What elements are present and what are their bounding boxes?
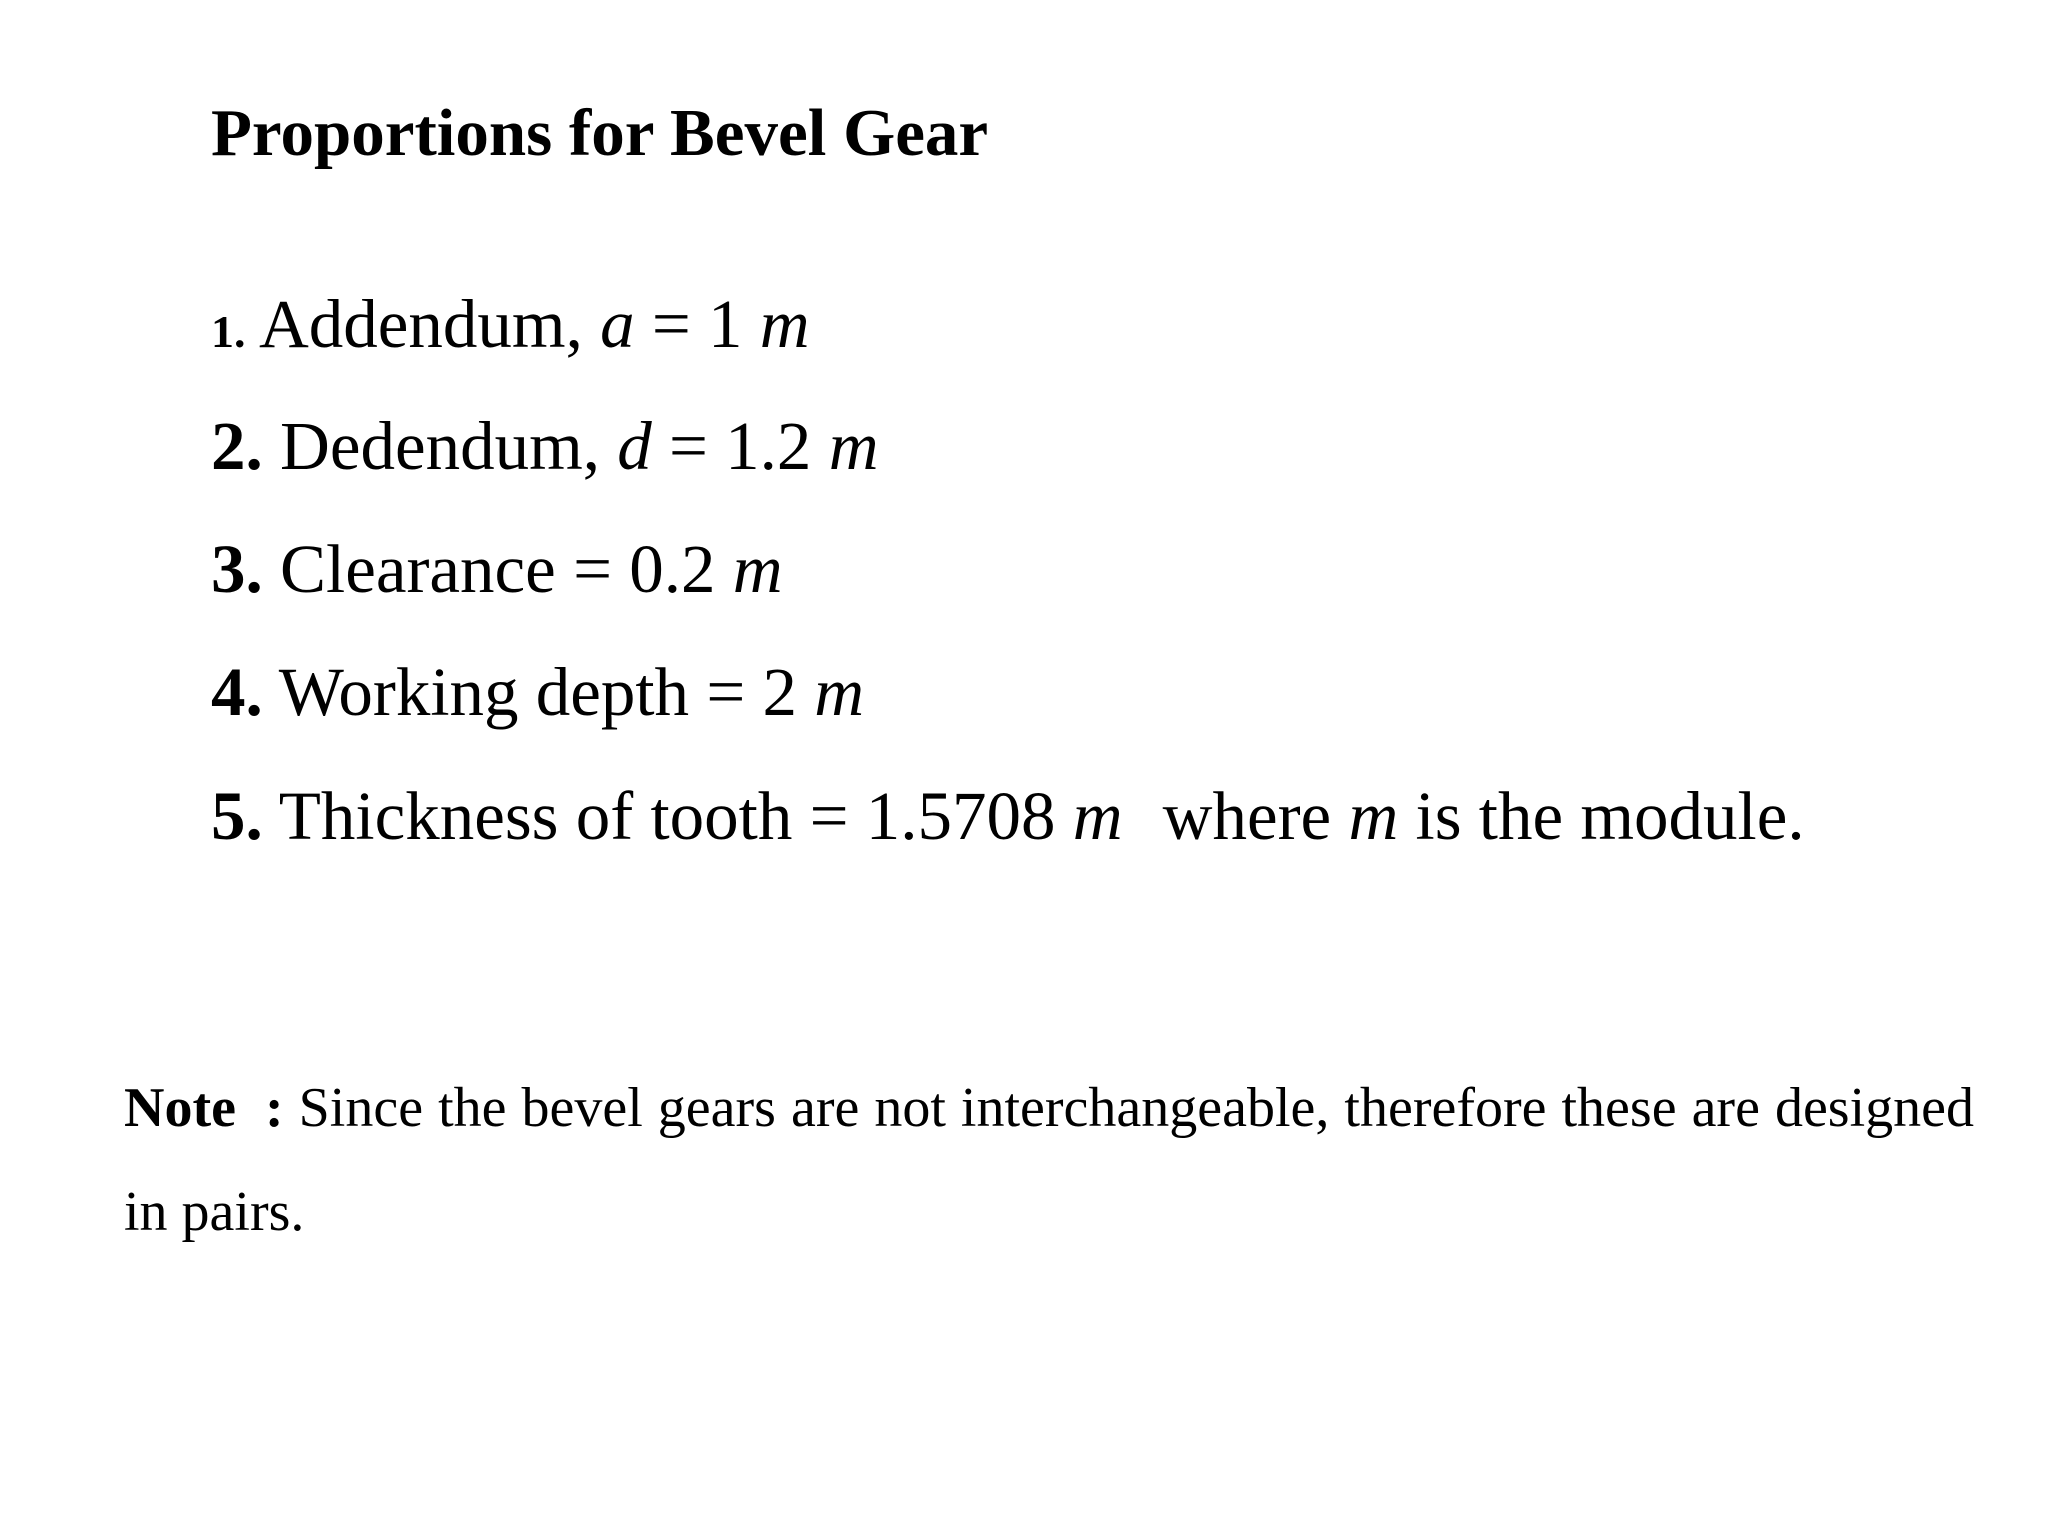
note-paragraph xyxy=(124,1056,1974,1264)
note-text: Since the bevel gears are not interchangeable, therefore these are designed in pairs. xyxy=(124,1077,1975,1243)
list-item-dedendum xyxy=(211,408,879,484)
item-unit: m xyxy=(732,531,783,607)
slide-title: Proportions for Bevel Gear xyxy=(211,96,989,170)
item-unit: m xyxy=(1072,778,1123,854)
item-symbol: d xyxy=(617,408,652,484)
list-item-tooth-thickness xyxy=(211,778,1805,854)
item-unit: m xyxy=(759,286,810,362)
list-item-addendum xyxy=(211,286,810,362)
item-label: Clearance xyxy=(280,531,556,607)
item-label: Working depth xyxy=(278,654,690,730)
list-item-working-depth xyxy=(211,654,865,730)
item-value: = 2 xyxy=(706,654,797,730)
list-item-clearance xyxy=(211,531,783,607)
item-value: = 1.2 xyxy=(669,408,812,484)
where-prefix: where xyxy=(1162,778,1332,854)
note-label: Note : xyxy=(124,1077,284,1139)
where-symbol: m xyxy=(1348,778,1399,854)
item-label: Addendum, xyxy=(258,286,583,362)
item-label: Thickness of tooth xyxy=(278,778,793,854)
item-number: 5. xyxy=(211,778,263,854)
where-suffix: is the module. xyxy=(1415,778,1805,854)
item-value: = 1 xyxy=(651,286,743,362)
item-value: = 0.2 xyxy=(573,531,716,607)
item-number: 3. xyxy=(211,531,263,607)
item-number: 1. xyxy=(211,306,246,357)
item-symbol: a xyxy=(600,286,635,362)
item-unit: m xyxy=(828,408,879,484)
item-unit: m xyxy=(814,654,865,730)
item-number: 4. xyxy=(211,654,263,730)
item-number: 2. xyxy=(211,408,263,484)
item-label: Dedendum, xyxy=(280,408,601,484)
item-value: = 1.5708 xyxy=(809,778,1056,854)
